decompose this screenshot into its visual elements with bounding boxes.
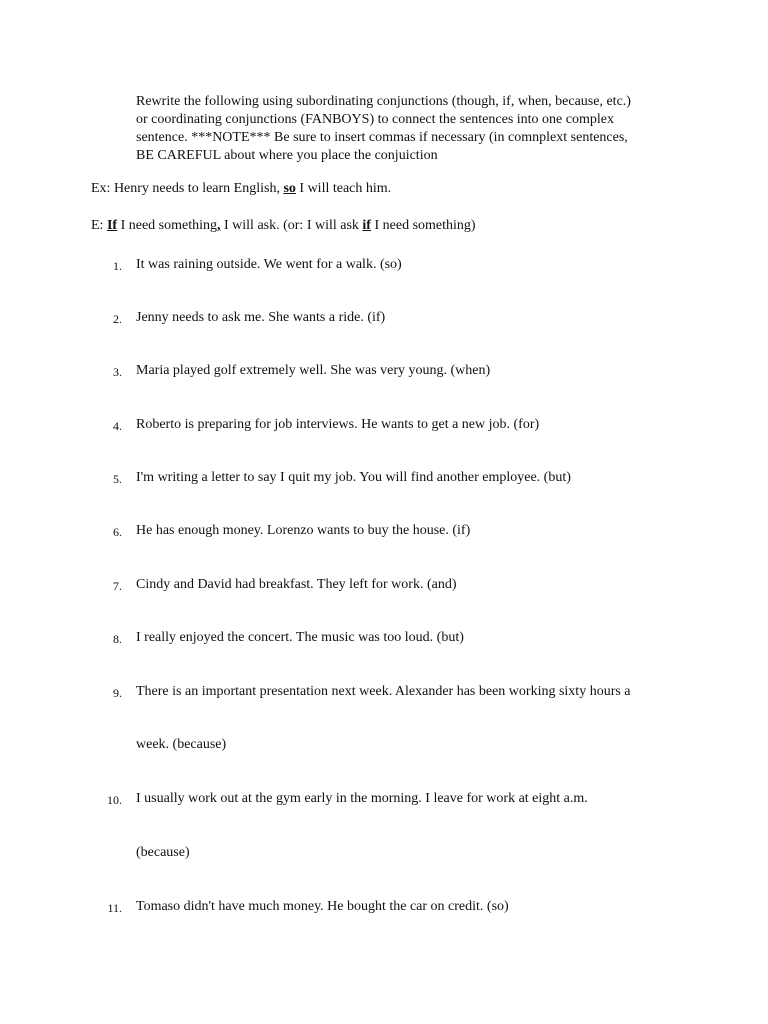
example-if-middle-1: I need something bbox=[117, 218, 217, 233]
example-henry bbox=[91, 181, 391, 197]
exercise-text: There is an important presentation next week. Alexander has been working sixty hours a bbox=[136, 684, 631, 699]
example-if-keyword-2: if bbox=[362, 218, 371, 233]
example-if-comma: , bbox=[217, 218, 221, 233]
exercise-text: Cindy and David had breakfast. They left for work. (and) bbox=[136, 577, 457, 592]
instructions-paragraph bbox=[136, 93, 696, 165]
exercise-number: 1. bbox=[113, 259, 122, 273]
example-if-keyword-1: If bbox=[106, 218, 118, 233]
exercise-text: I'm writing a letter to say I quit my job. You will find another employee. (but) bbox=[136, 470, 571, 485]
exercise-number: 7. bbox=[113, 579, 122, 593]
exercise-continuation: (because) bbox=[136, 845, 190, 860]
exercise-number: 11. bbox=[107, 901, 122, 915]
exercise-number: 4. bbox=[113, 419, 122, 433]
exercise-continuation: week. (because) bbox=[136, 737, 227, 752]
exercise-text: I really enjoyed the concert. The music was too loud. (but) bbox=[136, 630, 464, 645]
exercise-number: 10. bbox=[107, 793, 122, 807]
example-if-middle-2: I will ask. (or: I will ask bbox=[220, 218, 363, 233]
exercise-number: 2. bbox=[113, 312, 122, 326]
instructions-line: sentence. ***NOTE*** Be sure to insert commas if necessary (in comnplext sentences, bbox=[136, 130, 628, 145]
exercise-text: I usually work out at the gym early in the morning. I leave for work at eight a.m. bbox=[136, 791, 588, 806]
exercise-number: 6. bbox=[113, 525, 122, 539]
exercise-text: Tomaso didn't have much money. He bought the car on credit. (so) bbox=[136, 899, 509, 914]
example-if-suffix: I need something) bbox=[370, 218, 476, 233]
example-henry-suffix: I will teach him. bbox=[295, 181, 392, 196]
exercise-number: 5. bbox=[113, 472, 122, 486]
instructions-line: BE CAREFUL about where you place the conjuiction bbox=[136, 148, 438, 163]
instructions-line: Rewrite the following using subordinating conjunctions (though, if, when, because, etc.) bbox=[136, 94, 631, 109]
example-henry-prefix: Ex: Henry needs to learn English, bbox=[91, 181, 284, 196]
exercise-text: Jenny needs to ask me. She wants a ride. (if) bbox=[136, 310, 386, 325]
example-henry-keyword: so bbox=[283, 181, 296, 196]
exercise-text: It was raining outside. We went for a walk. (so) bbox=[136, 257, 402, 272]
exercise-text: Maria played golf extremely well. She was very young. (when) bbox=[136, 363, 491, 378]
exercise-text: Roberto is preparing for job interviews. He wants to get a new job. (for) bbox=[136, 417, 540, 432]
instructions-line: or coordinating conjunctions (FANBOYS) to connect the sentences into one complex bbox=[136, 112, 614, 127]
exercise-number: 3. bbox=[113, 365, 122, 379]
example-if bbox=[91, 218, 476, 234]
exercise-text: He has enough money. Lorenzo wants to buy the house. (if) bbox=[136, 523, 471, 538]
exercise-number: 9. bbox=[113, 686, 122, 700]
example-if-prefix: E: bbox=[91, 218, 107, 233]
exercise-number: 8. bbox=[113, 632, 122, 646]
